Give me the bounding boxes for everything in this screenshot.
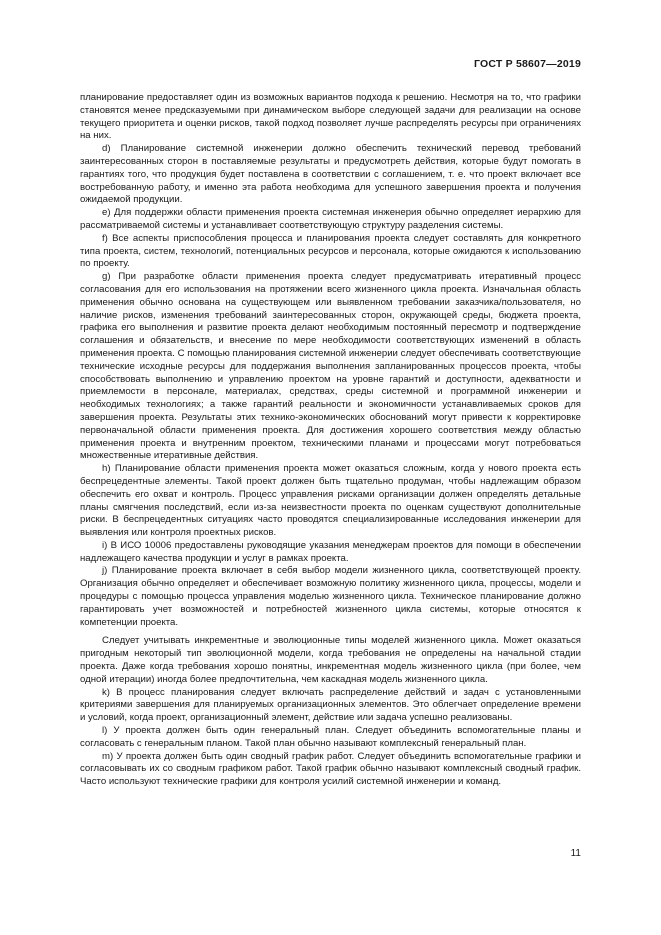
paragraph-m: m) У проекта должен быть один сводный график работ. Следует объединить вспомогательные графики и согласовывать их со сводным графиком работ. Такой график обычно называют комплексный сводный график. Часто используют технические графики для контроля усилий системной инженерии и команд. xyxy=(80,750,581,788)
paragraph-k: k) В процесс планирования следует включать распределение действий и задач с установленными критериями завершения для планируемых организационных элементов. Это облегчает определение времени и условий, когда проект, организационный элемент, действие или задача успешно реализованы. xyxy=(80,686,581,724)
standard-header: ГОСТ Р 58607—2019 xyxy=(473,58,581,70)
paragraph-lifecycle-models: Следует учитывать инкрементные и эволюционные типы моделей жизненного цикла. Может оказаться пригодным некоторый тип эволюционной модели, когда требования не определены на начальной стадии проекта. Даже когда требования хорошо понятны, инкрементная модель жизненного цикла (при более, чем одной итерации) иногда более предпочтительна, чем каскадная модель жизненного цикла. xyxy=(80,635,581,685)
paragraph-h: h) Планирование области применения проекта может оказаться сложным, когда у нового проекта есть беспрецедентные элементы. Такой проект должен быть тщательно продуман, чтобы надлежащим образом обеспечить его охват и контроль. Процесс управления рисками организации должен определять детальные планы смягчения последствий, если из-за неизвестности проекта по оценкам существуют дополнительные риски. В беспрецедентных ситуациях часто проводятся специализированные исследования инженерии для выявления или контроля проектных рисков. xyxy=(80,463,581,539)
paragraph-e: e) Для поддержки области применения проекта системная инженерия обычно определяет иерархию для рассматриваемой системы и устанавливает соответствующую структуру разделения системы. xyxy=(80,207,581,231)
page-number: 11 xyxy=(570,848,581,859)
body-text xyxy=(80,92,581,789)
paragraph-d: d) Планирование системной инженерии должно обеспечить технический перевод требований заинтересованных сторон в поставляемые результаты и предусмотреть действия, которые будут помогать в гарантиях того, что продукция будет поставлена в соответствии с соглашением, т. е. что проект включает все востребованную работу, и именно эта работа необходима для успешного завершения проекта и получения ожидаемой продукции. xyxy=(80,143,581,206)
paragraph-i: i) В ИСО 10006 предоставлены руководящие указания менеджерам проектов для помощи в обеспечении надлежащего качества продукции и услуг в рамках проекта. xyxy=(80,539,581,564)
paragraph-continuation: планирование предоставляет один из возможных вариантов подхода к решению. Несмотря на то, что графики становятся менее предсказуемыми при динамическом выборе следующей задачи для реализации на основе текущего приоритета и оценки рисков, такой подход позволяет лучше распределять ресурсы при ограничениях на них. xyxy=(80,92,581,142)
paragraph-j: j) Планирование проекта включает в себя выбор модели жизненного цикла, соответствующей проекту. Организация обычно определяет и обеспечивает возможную политику жизненного цикла, процессы, модели и процедуры с помощью процесса управления моделью жизненного цикла. Техническое планирование должно гарантировать учет возможностей и потребностей жизненного цикла системы, которые относятся к компетенции проекта. xyxy=(80,565,581,628)
paragraph-l: l) У проекта должен быть один генеральный план. Следует объединить вспомогательные планы и согласовать с генеральным планом. Такой план обычно называют комплексный генеральный план. xyxy=(80,725,581,749)
paragraph-g: g) При разработке области применения проекта следует предусматривать итеративный процесс согласования для его использования на протяжении всего жизненного цикла проекта. Изначальная область применения обычно основана на существующем или выявленном требовании заказчика/пользователя, но наличие рисков, изменения требований заинтересованных сторон, окружающей среды, бюджета проекта, графика его выполнения и развитие проекта делают необходимым постоянный пересмотр и подтверждение соглашения и обязательств, и внесение по мере необходимости соответствующих изменений в область применения проекта. С помощью планирования системной инженерии следует обеспечивать соответствующие технические исходные ресурсы для поддержания выполнения запланированных процессов проекта, чтобы способствовать выполнению и управлению проектом на уровне гарантий и доступности, адекватности и приемлемости в персонале, материалах, средствах, среды системной и программной инженерии и необходимых технологиях; а также гарантий реальности и экономичности устанавливаемых сроков для завершения проекта. Результаты этих технико-экономических обоснований могут привести к корректировке первоначальной области применения проекта. Для достижения хорошего соответствия между областью применения проекта и внутренним проектом, техническими планами и процессами могут потребоваться множественные итеративные действия. xyxy=(80,271,581,462)
paragraph-f: f) Все аспекты приспособления процесса и планирования проекта следует составлять для конкретного типа проекта, систем, технологий, потенциальных ресурсов и персонала, которые ожидаются к использованию по проекту. xyxy=(80,232,581,270)
